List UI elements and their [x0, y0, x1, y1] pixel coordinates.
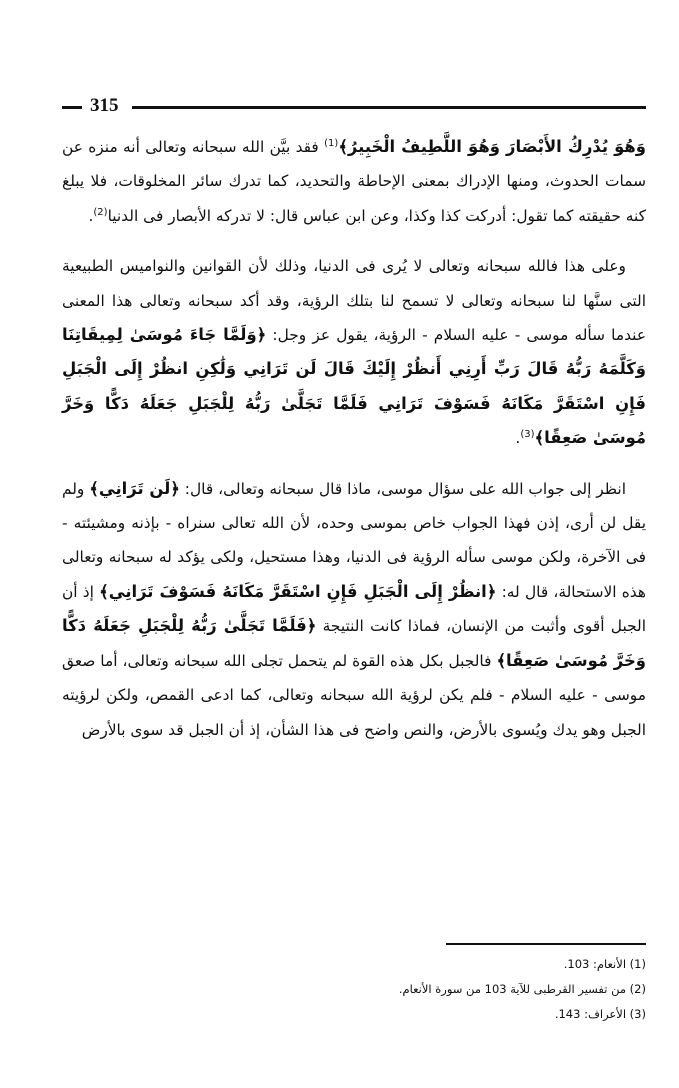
footnote-separator: [446, 943, 646, 945]
header-rule-left: [62, 106, 82, 109]
page-number: 315: [90, 95, 119, 116]
footnote-reference: (2): [93, 206, 108, 218]
paragraph-3: [62, 472, 646, 747]
footnote-1: (1) الأنعام: 103.: [563, 957, 646, 971]
text-segment: فالجبل بكل هذه القوة لم يتحمل تجلى الله سبحانه وتعالى، أما صعق موسى - عليه السلام - فلم يكن لرؤية الله سبحانه وتعالى، كما ادعى القمص، ولكن لرؤيته الجبل وهو يدك ويُسوى بالأرض، والنص واضح فى هذا الشأن، إذ أن الجبل قد سوى بالأرض: [62, 651, 646, 739]
text-segment: .: [515, 429, 521, 448]
quran-verse: ﴿وَلَمَّا جَاءَ مُوسَىٰ لِمِيقَاتِنَا وَكَلَّمَهُ رَبُّهُ قَالَ رَبِّ أَرِنِي أَنظُرْ إِلَيْكَ قَالَ لَن تَرَانِي وَلَٰكِنِ انظُرْ إِلَى الْجَبَلِ فَإِنِ اسْتَقَرَّ مَكَانَهُ فَسَوْفَ تَرَانِي فَلَمَّا تَجَلَّىٰ رَبُّهُ لِلْجَبَلِ جَعَلَهُ دَكًّا وَخَرَّ مُوسَىٰ صَعِقًا﴾: [62, 325, 646, 448]
quran-verse: ﴿انظُرْ إِلَى الْجَبَلِ فَإِنِ اسْتَقَرَّ مَكَانَهُ فَسَوْفَ تَرَانِي﴾: [99, 581, 497, 601]
text-segment: انظر إلى جواب الله على سؤال موسى، ماذا قال سبحانه وتعالى، قال:: [179, 479, 626, 498]
paragraph-1: [62, 130, 646, 233]
footnote-3: (3) الأعراف: 143.: [554, 1007, 646, 1021]
text-segment: وعلى هذا فالله سبحانه وتعالى لا يُرى فى الدنيا، وذلك لأن القوانين والنواميس الطبيعية التى سنَّها لنا سبحانه وتعالى لا تسمح لنا بتلك الرؤية، وقد أكد سبحانه وتعالى هذا المعنى عندما سأله موسى - عليه السلام - الرؤية، يقول عز وجل:: [62, 257, 647, 345]
text-segment: ولم يقل لن أرى، إذن فهذا الجواب خاص بموسى وحده، لأن الله تعالى سنراه - بإذنه ومشيئته - فى الآخرة، ولكن موسى سأله الرؤية فى الدنيا، وهذا مستحيل، ولكى يؤكد له سبحانه وتعالى هذه الاستحالة، قال له:: [62, 479, 646, 601]
quran-verse: وَهُوَ يُدْرِكُ الأَبْصَارَ وَهُوَ اللَّطِيفُ الْخَبِيرُ﴾: [338, 137, 646, 156]
footnotes: [62, 952, 646, 1027]
body-text: [62, 130, 646, 763]
header-rule-right: [132, 106, 646, 109]
text-segment: إذ أن الجبل أقوى وأثبت من الإنسان، فماذا كانت النتيجة: [62, 582, 646, 636]
footnote-reference: (1): [324, 137, 339, 149]
text-segment: فقد بيَّن الله سبحانه وتعالى أنه منزه عن سمات الحدوث، ومنها الإدراك بمعنى الإحاطة والتحديد، كما تدرك سائر المخلوقات، فلا يبلغ كنه حقيقته كما تقول: أدركت كذا وكذا، وعن ابن عباس قال: لا تدركه الأبصار فى الدنيا: [62, 138, 646, 225]
text-segment: .: [88, 206, 94, 225]
footnote-2: (2) من تفسير القرطبى للآية 103 من سورة الأنعام.: [398, 982, 646, 996]
quran-verse: ﴿لَن تَرَانِي﴾: [89, 478, 180, 498]
page-header: [62, 96, 646, 120]
paragraph-2: [62, 249, 646, 455]
quran-verse: ﴿فَلَمَّا تَجَلَّىٰ رَبُّهُ لِلْجَبَلِ جَعَلَهُ دَكًّا وَخَرَّ مُوسَىٰ صَعِقًا﴾: [62, 616, 646, 670]
footnote-reference: (3): [520, 429, 535, 441]
